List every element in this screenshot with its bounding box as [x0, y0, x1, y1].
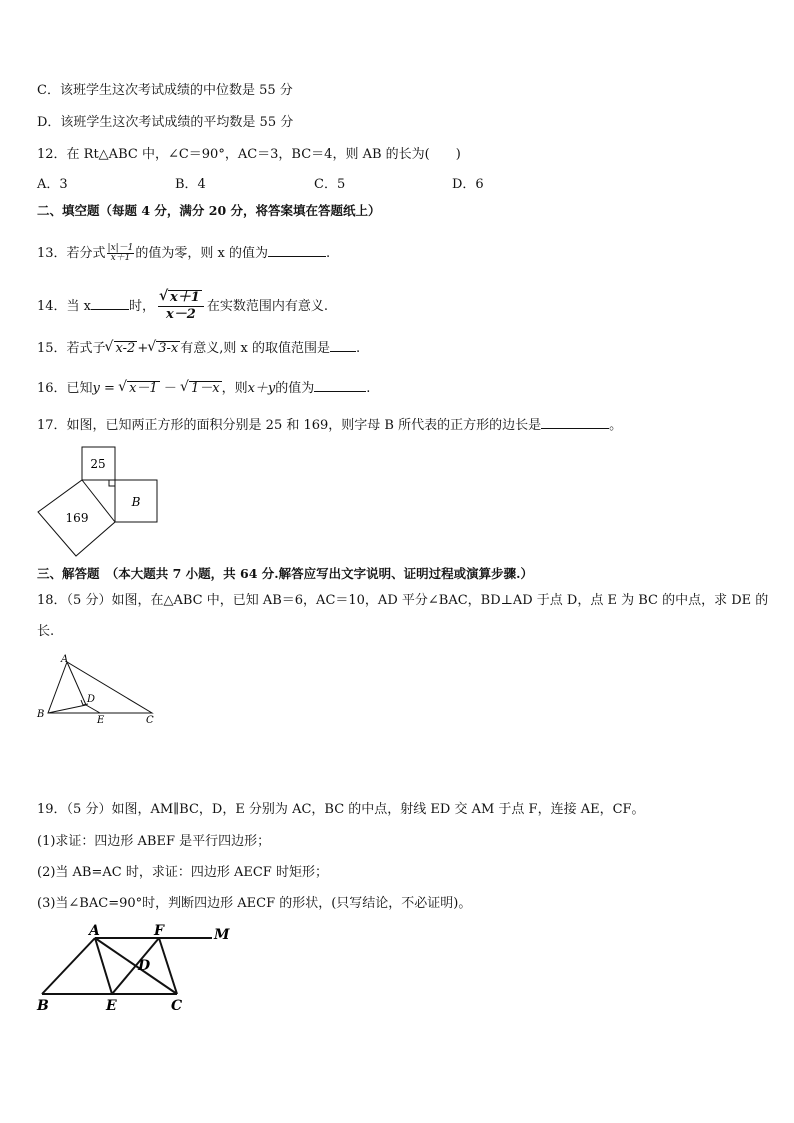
q19-part-1: (1)求证：四边形 ABEF 是平行四边形； — [37, 834, 271, 849]
q17-answer-blank[interactable] — [541, 416, 609, 429]
q15-end: . — [355, 341, 361, 356]
q12-choice-c: C．5 — [314, 177, 346, 192]
q19-parallelogram-figure — [30, 918, 240, 1018]
section-2-heading: 二、填空题（每题 4 分，满分 20 分，将答案填在答题纸上） — [37, 203, 381, 218]
q19-part-3: (3)当∠BAC=90°时，判断四边形 AECF 的形状，(只写结论，不必证明)。 — [37, 896, 472, 911]
q15-answer-blank[interactable] — [330, 339, 356, 352]
label-d: D — [138, 958, 151, 974]
section-3-heading: 三、解答题 （本大题共 7 小题，共 64 分.解答应写出文字说明、证明过程或演算步骤.） — [37, 566, 533, 581]
q13 — [37, 243, 330, 265]
q18-line-1: 18．（5 分）如图，在△ABC 中，已知 AB＝6，AC＝10，AD 平分∠BAC，BD⊥AD 于点 D，点 E 为 BC 的中点，求 DE 的 — [37, 593, 769, 608]
q18-triangle-figure — [30, 650, 160, 726]
label-a: A — [89, 923, 100, 939]
q16-mid: ，则 — [221, 381, 248, 396]
q16-pre: 16．已知 — [37, 381, 93, 396]
q14-denominator: x－2 — [166, 307, 196, 322]
q15-sqrt-2: √ 3-x — [156, 341, 180, 356]
q13-denominator: x＋1 — [110, 253, 131, 263]
q18-line-2: 长. — [37, 624, 55, 639]
label-169: 169 — [65, 511, 89, 525]
label-e: E — [106, 998, 117, 1014]
q14-answer-blank[interactable] — [91, 297, 129, 310]
q17-end: 。 — [609, 418, 623, 433]
q16-expr: x＋y — [247, 381, 276, 396]
label-d: D — [87, 694, 96, 705]
q16 — [37, 379, 370, 398]
q12-choice-d: D．6 — [452, 177, 484, 192]
q15-post: 有意义,则 x 的取值范围是 — [180, 341, 330, 356]
segment-de — [86, 705, 100, 713]
label-c: C — [146, 715, 154, 726]
q13-numerator: |x|－1 — [107, 243, 134, 253]
q16-minus: － — [159, 381, 181, 396]
q14 — [37, 290, 328, 323]
q17-stem-line — [37, 416, 622, 434]
q16-sqrt-1: √ x－1 — [127, 381, 160, 396]
q16-sqrt-2: √ 1－x — [189, 381, 222, 396]
q14-mid: 时， — [129, 299, 156, 314]
right-angle-mark — [109, 480, 115, 486]
label-25: 25 — [90, 457, 106, 471]
label-a: A — [61, 654, 69, 665]
q13-pre: 13．若分式 — [37, 246, 106, 261]
q14-fraction — [158, 290, 204, 323]
label-f: F — [154, 923, 164, 939]
segment-ef — [112, 938, 159, 994]
q16-y: y — [92, 381, 100, 396]
q16-eq: = — [99, 381, 120, 396]
q12-choice-a: A．3 — [37, 177, 68, 192]
q13-fraction — [107, 244, 135, 263]
q14-sqrt: √ x＋1 — [168, 290, 202, 305]
label-b: B — [37, 998, 49, 1014]
label-e: E — [97, 715, 105, 726]
q15 — [37, 339, 360, 358]
q13-post: 的值为零，则 x 的值为 — [135, 246, 269, 261]
q15-sqrt-1: √ x-2 — [114, 341, 138, 356]
triangle-abc — [48, 662, 152, 713]
segment-ab — [42, 938, 95, 994]
q14-numerator — [158, 290, 204, 307]
q12-choice-b: B．4 — [175, 177, 206, 192]
q16-end: . — [366, 381, 371, 396]
q17-squares-figure — [30, 440, 170, 562]
q15-pre: 15．若式子 — [37, 341, 106, 356]
segment-ad — [67, 662, 86, 705]
q13-end: . — [326, 246, 331, 261]
label-m: M — [214, 927, 230, 943]
q17-stem: 17．如图，已知两正方形的面积分别是 25 和 169，则字母 B 所代表的正方形的边长是 — [37, 418, 542, 433]
q11-option-c: C．该班学生这次考试成绩的中位数是 55 分 — [37, 83, 293, 98]
q19-stem: 19．（5 分）如图，AM∥BC，D，E 分别为 AC，BC 的中点，射线 ED 交 AM 于点 F，连接 AE，CF。 — [37, 802, 645, 817]
label-b: B — [131, 495, 141, 509]
q15-plus: + — [137, 341, 149, 356]
segment-ae — [95, 938, 112, 994]
q16-answer-blank[interactable] — [314, 379, 366, 392]
q13-answer-blank[interactable] — [268, 244, 326, 257]
label-c: C — [171, 998, 183, 1014]
label-b: B — [37, 709, 45, 720]
segment-bd — [48, 705, 86, 713]
q19-part-2: (2)当 AB=AC 时，求证：四边形 AECF 时矩形； — [37, 865, 328, 880]
q14-pre: 14．当 x — [37, 299, 92, 314]
q12-stem: 12．在 Rt△ABC 中，∠C＝90°，AC＝3，BC＝4，则 AB 的长为( ) — [37, 147, 461, 162]
q16-post: 的值为 — [275, 381, 315, 396]
segment-fc — [159, 938, 177, 994]
q11-option-d: D．该班学生这次考试成绩的平均数是 55 分 — [37, 115, 294, 130]
q14-post: 在实数范围内有意义. — [206, 299, 328, 314]
